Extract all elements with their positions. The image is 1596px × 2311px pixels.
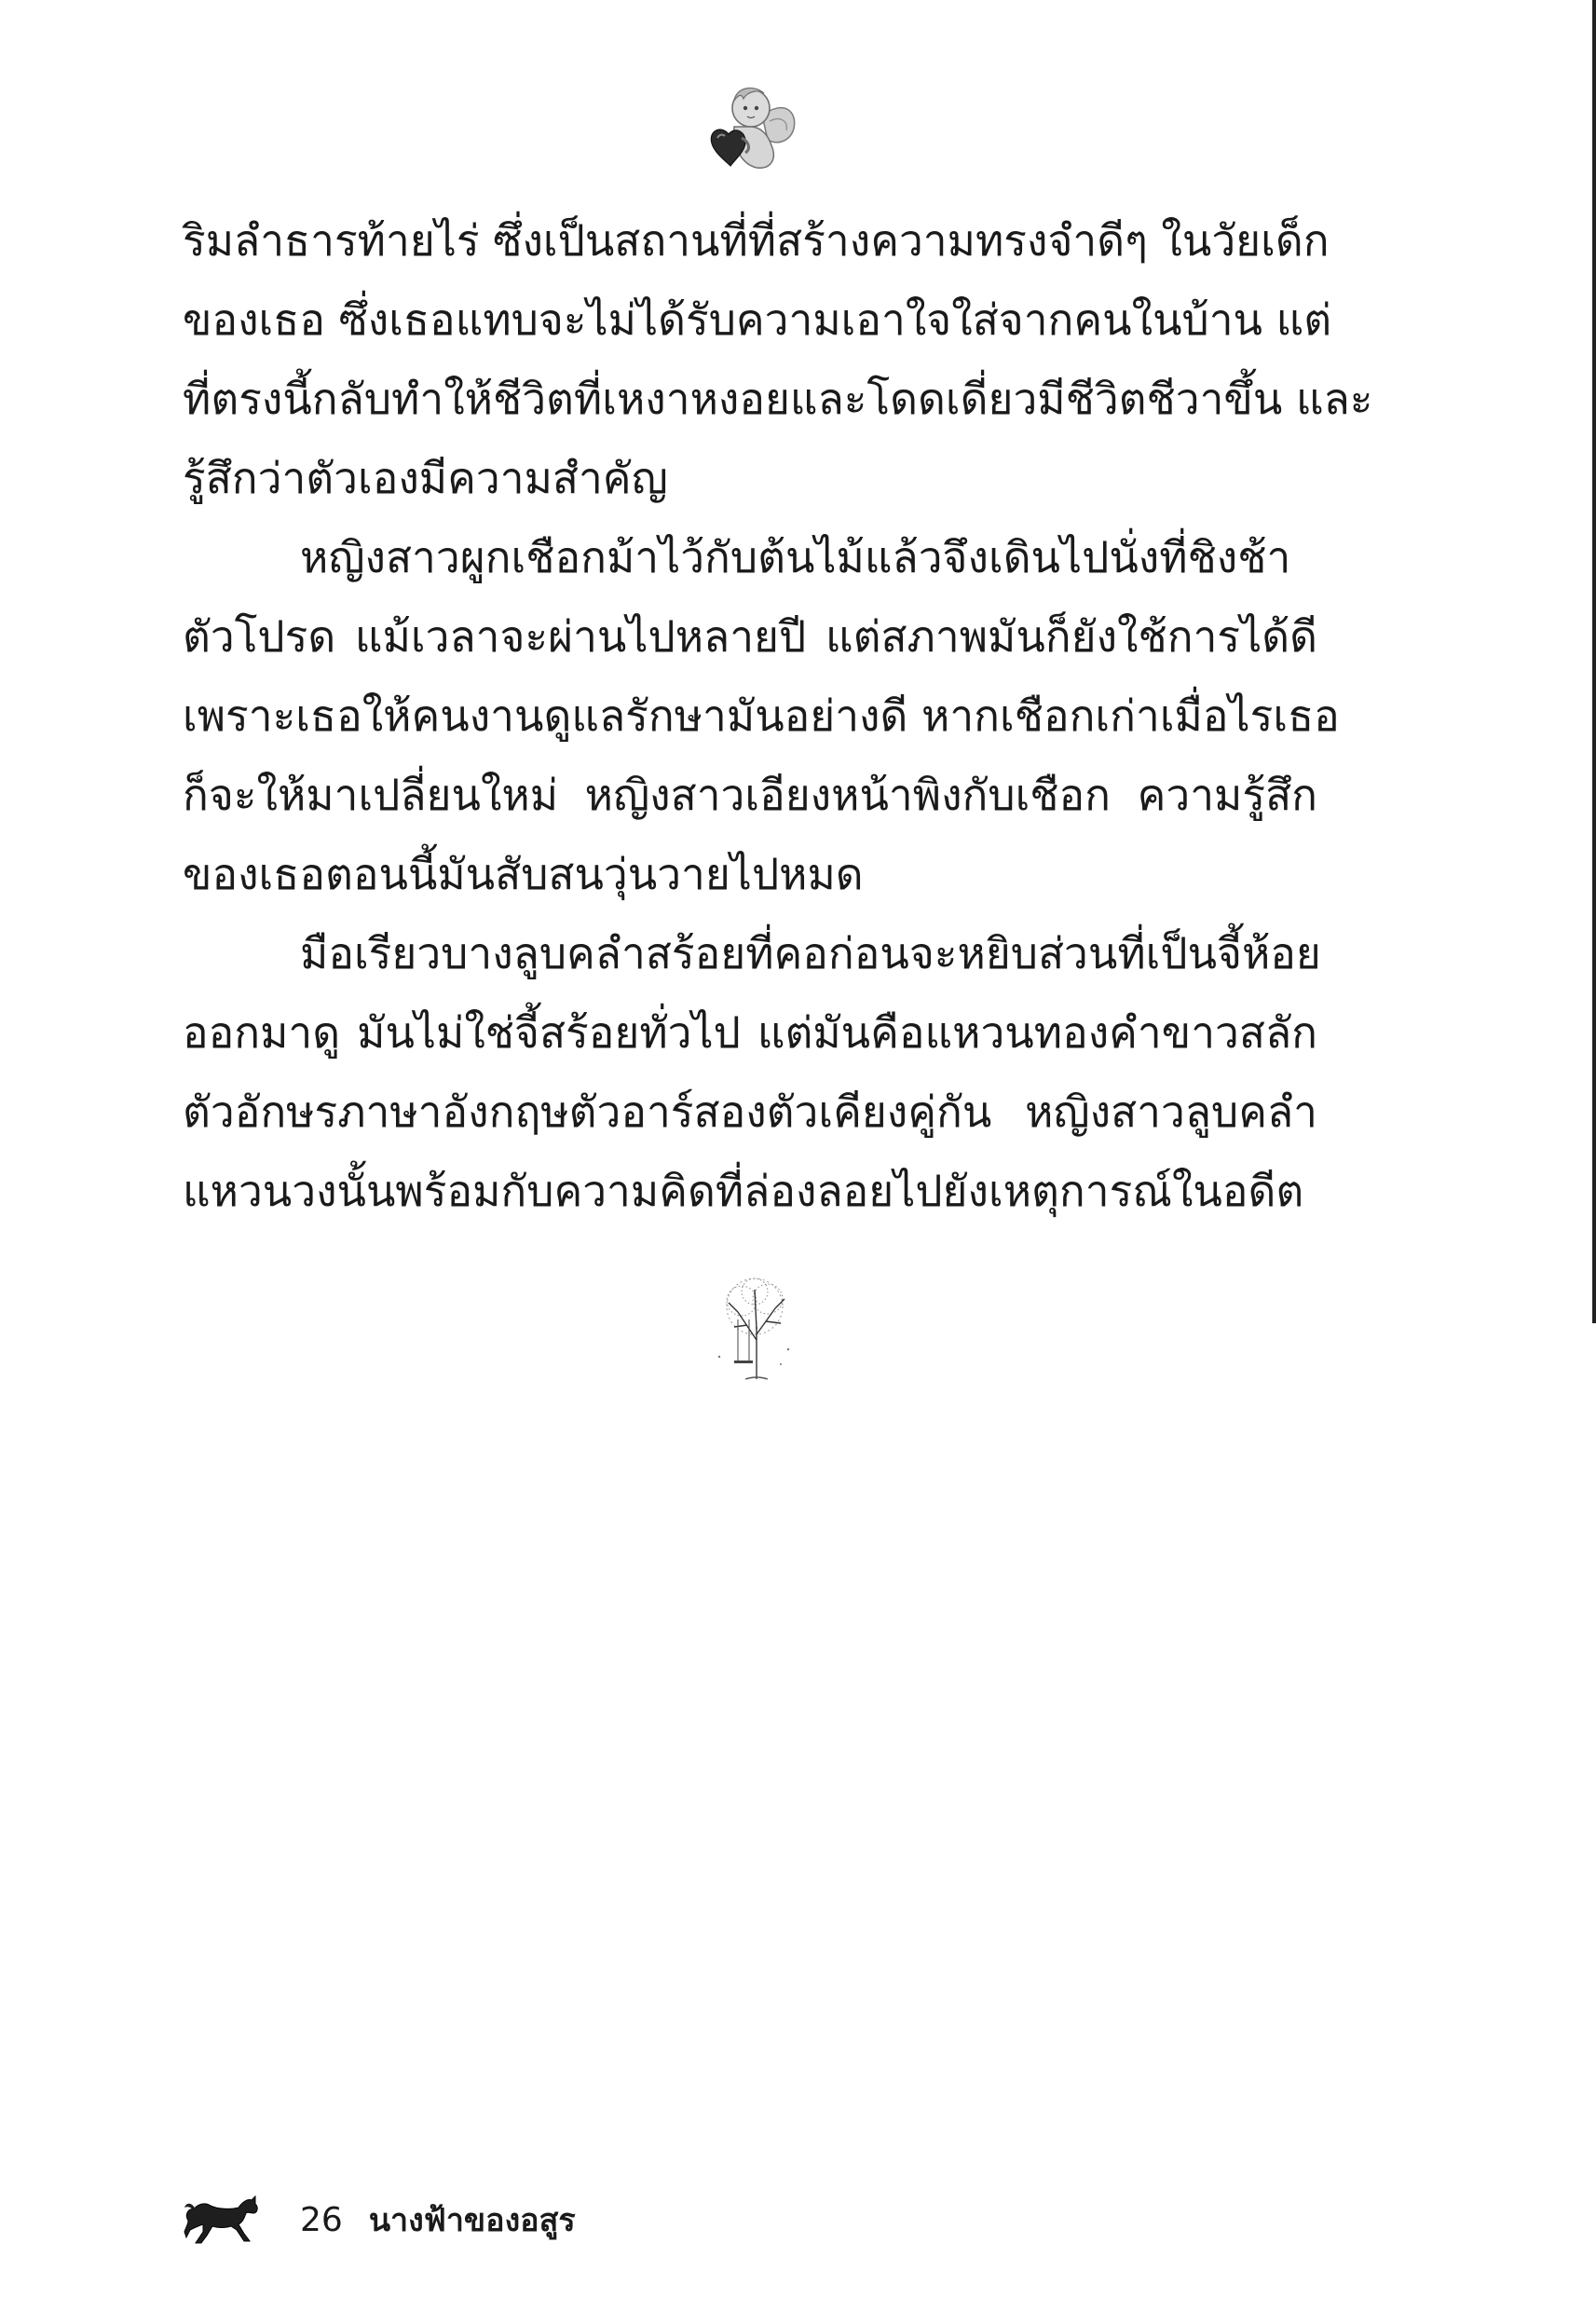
page-edge-bar	[1592, 0, 1596, 1323]
tree-with-swing-icon	[710, 1275, 799, 1385]
text-line: ตัวโปรด แม้เวลาจะผ่านไปหลายปี แต่สภาพมันก็ยังใช้การได้ดี	[183, 611, 1317, 662]
text-line: แหวนวงนั้นพร้อมกับความคิดที่ล่องลอยไปยังเหตุการณ์ในอดีต	[183, 1166, 1304, 1216]
paragraph-1	[183, 201, 1373, 518]
text-line: ตัวอักษรภาษาอังกฤษตัวอาร์สองตัวเคียงคู่กัน หญิงสาวลูบคลำ	[183, 1087, 1317, 1137]
text-line: เพราะเธอให้คนงานดูแลรักษามันอย่างดี หากเชือกเก่าเมื่อไรเธอ	[183, 691, 1340, 741]
text-line: ที่ตรงนี้กลับทำให้ชีวิตที่เหงาหงอยและโดดเดี่ยวมีชีวิตชีวาขึ้น และ	[183, 374, 1373, 424]
text-line: มือเรียวบางลูบคลำสร้อยที่คอก่อนจะหยิบส่วนที่เป็นจี้ห้อย	[300, 928, 1321, 978]
text-line: ก็จะให้มาเปลี่ยนใหม่ หญิงสาวเอียงหน้าพิงกับเชือก ความรู้สึก	[183, 770, 1317, 820]
chapter-body-text	[183, 201, 1373, 1231]
horse-icon	[183, 2193, 259, 2247]
text-line: หญิงสาวผูกเชือกม้าไว้กับต้นไม้แล้วจึงเดินไปนั่งที่ชิงช้า	[300, 532, 1291, 582]
text-line: รู้สึกว่าตัวเองมีความสำคัญ	[183, 453, 668, 503]
text-line: ของเธอ ซึ่งเธอแทบจะไม่ได้รับความเอาใจใส่จากคนในบ้าน แต่	[183, 294, 1332, 345]
page-footer	[183, 2192, 576, 2248]
text-line: ของเธอตอนนี้มันสับสนวุ่นวายไปหมด	[183, 849, 864, 899]
paragraph-3	[183, 914, 1321, 1231]
text-line: ออกมาดู มันไม่ใช่จี้สร้อยทั่วไป แต่มันคือแหวนทองคำขาวสลัก	[183, 1007, 1317, 1058]
page-number: 26	[300, 2200, 343, 2239]
cherub-with-heart-icon	[701, 80, 803, 173]
paragraph-2	[183, 518, 1340, 914]
book-title: นางฟ้าของอสูร	[368, 2202, 576, 2239]
text-line: ริมลำธารท้ายไร่ ซึ่งเป็นสถานที่ที่สร้างความทรงจำดีๆ ในวัยเด็ก	[183, 215, 1330, 266]
